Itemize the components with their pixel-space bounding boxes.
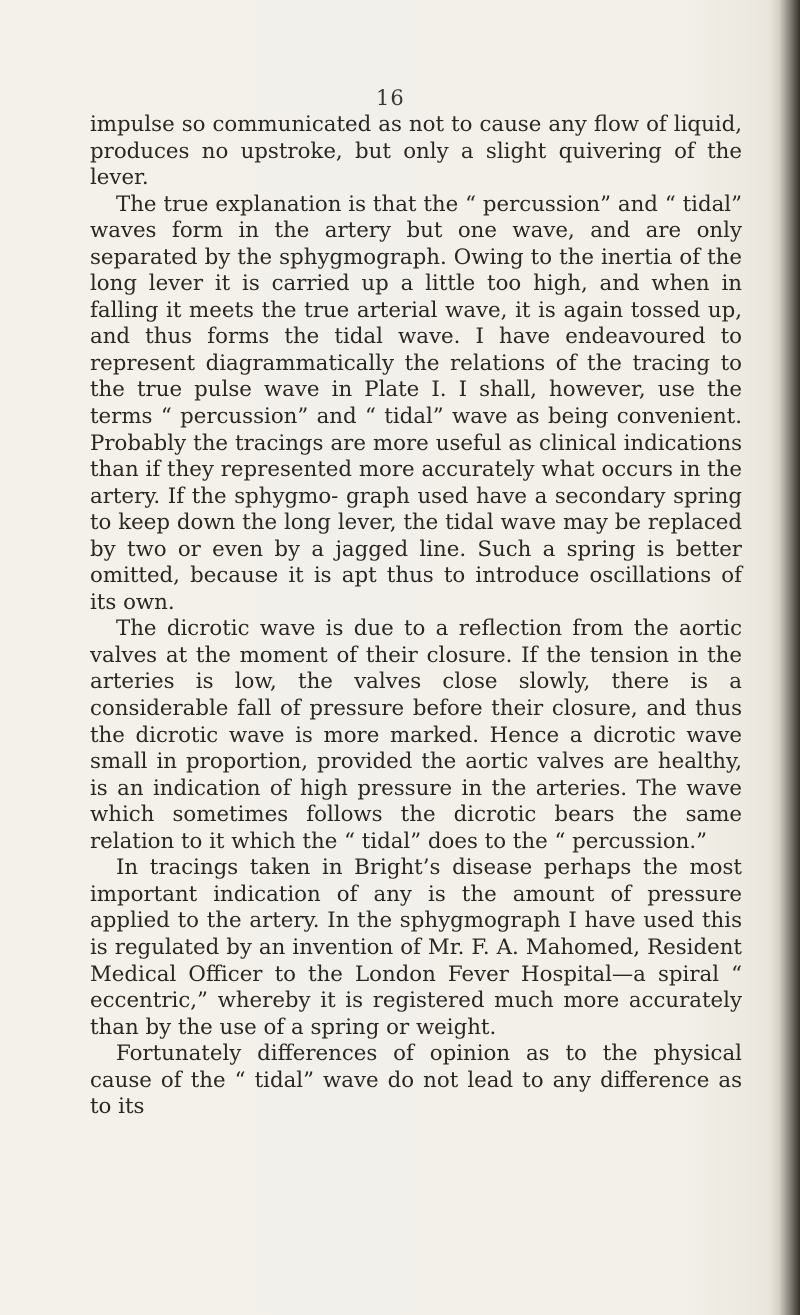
paragraph-fortunately: Fortunately differences of opinion as to the physical cause of the “ tidal” wave do not lead to any difference as to its xyxy=(90,1041,742,1120)
body-text xyxy=(90,112,742,1121)
paragraph-brights-disease: In tracings taken in Bright’s disease perhaps the most important indication of any is the amount of pressure applied to the artery. In the sphygmograph I have used this is regulated by an invention of Mr. F. A. Mahomed, Resident Medical Officer to the London Fever Hospital—a spiral “ eccentric,” whereby it is registered much more accurately than by the use of a spring or weight. xyxy=(90,855,742,1040)
page-edge-shadow xyxy=(770,0,800,1315)
paragraph-continuation: impulse so communicated as not to cause any flow of liquid, produces no upstroke, but only a slight quivering of the lever. xyxy=(90,112,742,191)
page-number: 16 xyxy=(376,86,405,110)
paragraph-true-explanation: The true explanation is that the “ percussion” and “ tidal” waves form in the artery but one wave, and are only separated by the sphygmograph. Owing to the inertia of the long lever it is carried up a little too high, and when in falling it meets the true arterial wave, it is again tossed up, and thus forms the tidal wave. I have endeavoured to represent diagrammatically the relations of the tracing to the true pulse wave in Plate I. I shall, however, use the terms “ percussion” and “ tidal” wave as being convenient. Probably the tracings are more useful as clinical indications than if they represented more accurately what occurs in the artery. If the sphygmo- graph used have a secondary spring to keep down the long lever, the tidal wave may be replaced by two or even by a jagged line. Such a spring is better omitted, because it is apt thus to introduce oscillations of its own. xyxy=(90,191,742,615)
paragraph-dicrotic-wave: The dicrotic wave is due to a reflection from the aortic valves at the moment of their closure. If the tension in the arteries is low, the valves close slowly, there is a considerable fall of pressure before their closure, and thus the dicrotic wave is more marked. Hence a dicrotic wave small in proportion, provided the aortic valves are healthy, is an indication of high pressure in the arteries. The wave which sometimes follows the dicrotic bears the same relation to it which the “ tidal” does to the “ percussion.” xyxy=(90,616,742,854)
